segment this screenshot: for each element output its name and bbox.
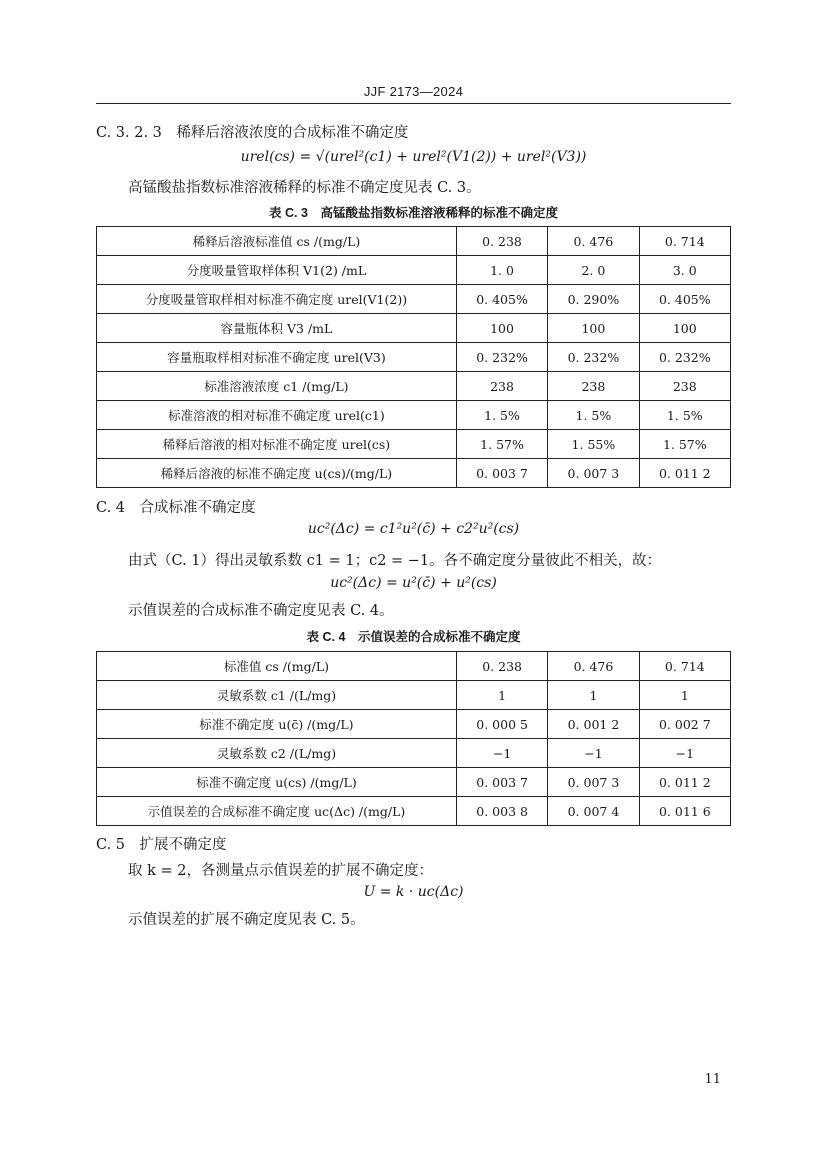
- cell-value: 1. 5%: [456, 401, 547, 430]
- cell-value: 1. 57%: [456, 430, 547, 459]
- cell-value: 0. 232%: [456, 343, 547, 372]
- cell-value: 100: [639, 314, 730, 343]
- cell-value: 0. 011 2: [639, 768, 730, 797]
- table-row: [97, 256, 731, 285]
- row-label: 灵敏系数 c1 /(L/mg): [97, 681, 457, 710]
- section-c4-text1: 由式（C. 1）得出灵敏系数 c1 = 1；c2 = −1。各不确定度分量彼此不相关，故：: [128, 553, 662, 569]
- cell-value: −1: [548, 739, 639, 768]
- table-row: [97, 343, 731, 372]
- row-label: 标准溶液的相对标准不确定度 urel(c1): [97, 401, 457, 430]
- section-c5-heading: C. 5 扩展不确定度: [96, 837, 227, 853]
- section-c4-heading: C. 4 合成标准不确定度: [96, 500, 256, 516]
- table-row: [97, 314, 731, 343]
- cell-value: 1. 5%: [639, 401, 730, 430]
- cell-value: 0. 405%: [456, 285, 547, 314]
- table-row: [97, 459, 731, 488]
- row-label: 稀释后溶液标准值 cs /(mg/L): [97, 227, 457, 256]
- table-row: [97, 285, 731, 314]
- cell-value: 238: [456, 372, 547, 401]
- row-label: 标准不确定度 u(c̄) /(mg/L): [97, 710, 457, 739]
- cell-value: 0. 714: [639, 227, 730, 256]
- row-label: 稀释后溶液的相对标准不确定度 urel(cs): [97, 430, 457, 459]
- table-row: [97, 430, 731, 459]
- cell-value: 3. 0: [639, 256, 730, 285]
- header-rule: [96, 103, 731, 104]
- cell-value: 1: [456, 681, 547, 710]
- table-row: [97, 739, 731, 768]
- cell-value: 0. 405%: [639, 285, 730, 314]
- formula-urel-cs: urel(cs) = √(urel²(c1) + urel²(V1(2)) + urel²(V3)): [240, 149, 587, 165]
- cell-value: 0. 007 3: [548, 768, 639, 797]
- table-c4-caption: 表 C. 4 示值误差的合成标准不确定度: [306, 630, 521, 644]
- cell-value: 0. 238: [456, 227, 547, 256]
- section-c5-text1: 取 k = 2，各测量点示值误差的扩展不确定度：: [128, 863, 433, 879]
- row-label: 稀释后溶液的标准不确定度 u(cs)/(mg/L): [97, 459, 457, 488]
- cell-value: 1: [639, 681, 730, 710]
- cell-value: 238: [548, 372, 639, 401]
- table-row: [97, 768, 731, 797]
- row-label: 分度吸量管取样相对标准不确定度 urel(V1(2)): [97, 285, 457, 314]
- formula-uc-combined: uc²(Δc) = c1²u²(c̄) + c2²u²(cs): [307, 521, 520, 537]
- row-label: 容量瓶取样相对标准不确定度 urel(V3): [97, 343, 457, 372]
- cell-value: 1. 57%: [639, 430, 730, 459]
- row-label: 标准溶液浓度 c1 /(mg/L): [97, 372, 457, 401]
- row-label: 标准值 cs /(mg/L): [97, 652, 457, 681]
- cell-value: 0. 007 3: [548, 459, 639, 488]
- cell-value: 2. 0: [548, 256, 639, 285]
- table-row: [97, 710, 731, 739]
- cell-value: −1: [456, 739, 547, 768]
- cell-value: 1. 0: [456, 256, 547, 285]
- page-number: 11: [704, 1072, 721, 1087]
- cell-value: 1. 5%: [548, 401, 639, 430]
- cell-value: 0. 011 2: [639, 459, 730, 488]
- cell-value: 0. 290%: [548, 285, 639, 314]
- cell-value: 0. 001 2: [548, 710, 639, 739]
- cell-value: 0. 476: [548, 652, 639, 681]
- cell-value: 0. 003 7: [456, 768, 547, 797]
- cell-value: 0. 232%: [639, 343, 730, 372]
- cell-value: 0. 007 4: [548, 797, 639, 826]
- cell-value: 238: [639, 372, 730, 401]
- table-c3-caption: 表 C. 3 高锰酸盐指数标准溶液稀释的标准不确定度: [269, 206, 558, 220]
- row-label: 示值误差的合成标准不确定度 uc(Δc) /(mg/L): [97, 797, 457, 826]
- formula-expanded-uncertainty: U = k · uc(Δc): [363, 884, 464, 900]
- document-code: JJF 2173—2024: [363, 84, 464, 99]
- table-row: [97, 227, 731, 256]
- cell-value: 0. 003 7: [456, 459, 547, 488]
- table-c3: [96, 226, 731, 488]
- cell-value: −1: [639, 739, 730, 768]
- cell-value: 0. 714: [639, 652, 730, 681]
- section-c4-text2: 示值误差的合成标准不确定度见表 C. 4。: [128, 603, 394, 619]
- table-row: [97, 372, 731, 401]
- row-label: 分度吸量管取样体积 V1(2) /mL: [97, 256, 457, 285]
- table-row: [97, 681, 731, 710]
- row-label: 容量瓶体积 V3 /mL: [97, 314, 457, 343]
- cell-value: 1. 55%: [548, 430, 639, 459]
- table-c4: [96, 651, 731, 826]
- row-label: 标准不确定度 u(cs) /(mg/L): [97, 768, 457, 797]
- cell-value: 100: [548, 314, 639, 343]
- cell-value: 0. 003 8: [456, 797, 547, 826]
- table-row: [97, 401, 731, 430]
- formula-uc-simplified: uc²(Δc) = u²(c̄) + u²(cs): [330, 575, 497, 591]
- cell-value: 100: [456, 314, 547, 343]
- table-row: [97, 652, 731, 681]
- cell-value: 0. 000 5: [456, 710, 547, 739]
- cell-value: 0. 002 7: [639, 710, 730, 739]
- cell-value: 0. 232%: [548, 343, 639, 372]
- section-c323-heading: C. 3. 2. 3 稀释后溶液浓度的合成标准不确定度: [96, 125, 409, 141]
- table-row: [97, 797, 731, 826]
- cell-value: 0. 238: [456, 652, 547, 681]
- section-c5-text2: 示值误差的扩展不确定度见表 C. 5。: [128, 912, 365, 928]
- row-label: 灵敏系数 c2 /(L/mg): [97, 739, 457, 768]
- cell-value: 1: [548, 681, 639, 710]
- cell-value: 0. 476: [548, 227, 639, 256]
- cell-value: 0. 011 6: [639, 797, 730, 826]
- section-c323-text: 高锰酸盐指数标准溶液稀释的标准不确定度见表 C. 3。: [128, 180, 481, 196]
